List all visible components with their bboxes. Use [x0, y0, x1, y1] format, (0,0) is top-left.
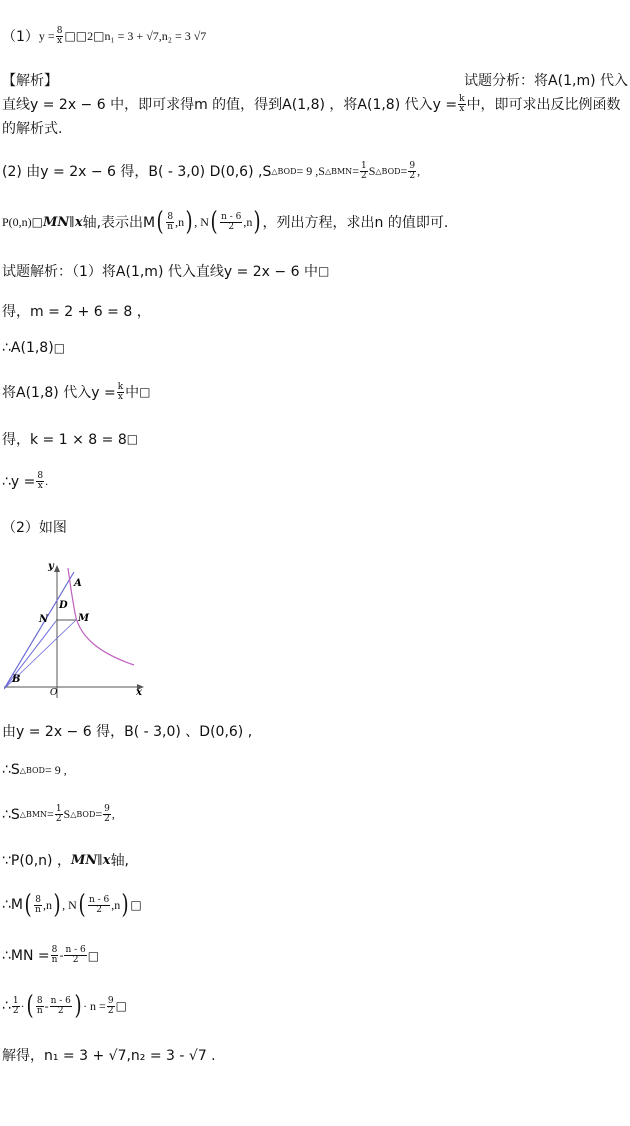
answer-boxes: □□	[64, 29, 88, 43]
solution-line13: ∴MN = $\frac{8}{n}$ - $\frac{n - 6}{2}$ □	[2, 945, 100, 965]
analysis-frac-kx: $\frac{k}{x}$	[459, 93, 465, 114]
y-axis-arrow	[54, 565, 60, 572]
label-M: M	[78, 613, 90, 624]
analysis-line2: 直线y = 2x − 6 中，即可求得m 的值，得到A(1,8) ，将A(1,8) 代入y = $\frac{k}{x}$ 中，即可求出反比例函数	[2, 93, 621, 114]
analysis-hint-label: 试题分析：将A(1,m) 代入	[464, 73, 628, 89]
solution-line8: 由y = 2x − 6 得，B( - 3,0) 、D(0,6) ,	[2, 724, 253, 740]
solution-line15: 解得，n₁ = 3 + √7,n₂ = 3 - √7 .	[2, 1048, 216, 1064]
analysis-line3: 的解析式.	[2, 121, 63, 137]
analysis-part2: (2) 由y = 2x − 6 得，B( - 3,0) D(0,6) ,S △BOD = 9 ,S △BMN = $\frac{1}{2}$ S △BOD = $\frac{9}{2}$ ,	[2, 160, 421, 181]
solution-line3: ∴A(1,8) □	[2, 340, 66, 356]
label-D: D	[59, 600, 68, 611]
answer-line: （1） y = $\frac{8}{x}$ □□ 2 □ n₁ = 3 + √7,n₂ = 3 √7	[2, 25, 207, 46]
solution-line7: （2）如图	[2, 520, 67, 536]
analysis-heading: 【解析】	[2, 73, 58, 89]
solution-line2: 得，m = 2 + 6 = 8 ，	[2, 304, 151, 320]
solution-line1: 试题解析：（1）将A(1,m) 代入直线y = 2x − 6 中 □	[2, 264, 330, 280]
solution-line12: ∴M ( $\frac{8}{n}$ ,n ) , N ( $\frac{n - 6}{2}$ ,n ) □	[2, 890, 142, 920]
solution-line5: 得，k = 1 × 8 = 8 □	[2, 432, 139, 448]
graph-figure	[4, 558, 150, 698]
label-y: y	[48, 561, 54, 572]
solution-line9: ∴S △BOD = 9 ,	[2, 762, 67, 778]
solution-line10: ∴S △BMN = $\frac{1}{2}$ S △BOD = $\frac{9}{2}$ ,	[2, 804, 115, 824]
label-O: O	[50, 688, 58, 698]
answer-roots: n₁ = 3 + √7,n₂ = 3 √7	[104, 28, 207, 43]
answer-frac: $\frac{8}{x}$	[56, 25, 63, 46]
label-B: B	[12, 674, 21, 685]
label-A: A	[74, 578, 82, 589]
analysis-heading-row	[2, 70, 628, 90]
line-BA	[4, 572, 74, 689]
analysis-part3: P(0,n) □ MN ∥ x 轴,表示出M ( $\frac{8}{n}$ ,n ) , N ( $\frac{n - 6}{2}$ ,n ) ，列出方程，求出n 的值即可.	[2, 207, 449, 237]
answer-prefix: （1）	[2, 29, 39, 45]
answer-y-eq: y =	[38, 28, 55, 43]
label-x: x	[136, 687, 142, 698]
solution-line11: ∵P(0,n) ， MN ∥ x 轴,	[2, 852, 130, 869]
solution-line4: 将A(1,8) 代入y = $\frac{k}{x}$ 中 □	[2, 381, 151, 402]
solution-line14: ∴ $\frac{1}{2}$ · ( $\frac{8}{n}$ - $\frac{n - 6}{2}$ ) · n = $\frac{9}{2}$ □	[2, 991, 127, 1021]
answer-part2: 2	[87, 28, 94, 43]
label-N: N	[39, 614, 49, 625]
solution-line6: ∴y = $\frac{8}{x}$ .	[2, 471, 49, 491]
